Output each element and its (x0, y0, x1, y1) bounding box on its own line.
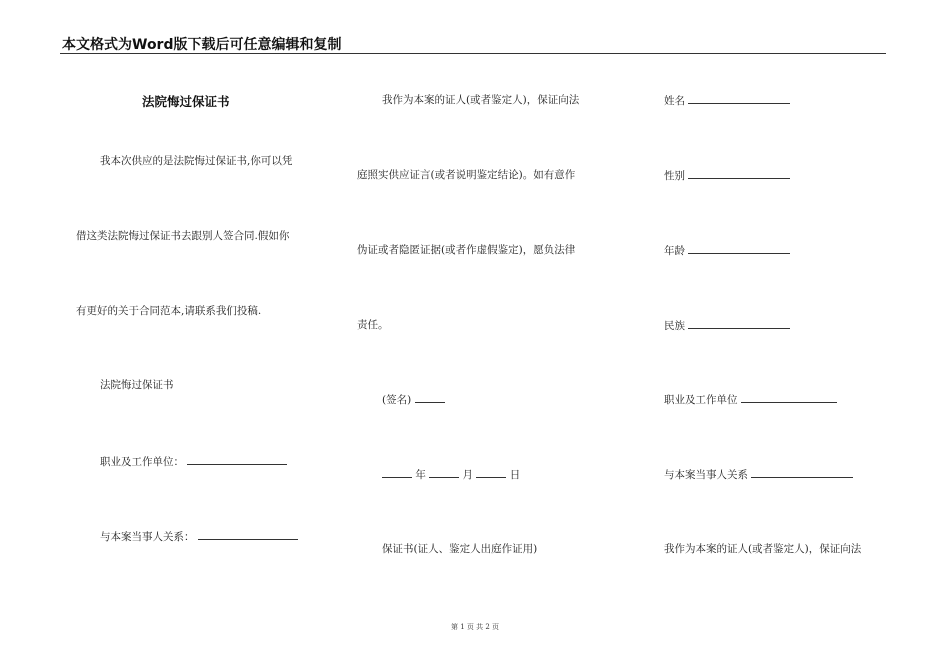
ethnicity-field (664, 318, 790, 333)
relation-field (100, 529, 298, 544)
day-label: 日 (509, 469, 521, 481)
gender-label: 性别 (664, 170, 685, 182)
name-field (664, 93, 790, 108)
pledge-line-repeat: 我作为本案的证人(或者鉴定人)，保证向法 (664, 543, 862, 555)
pledge-line-4: 责任。 (357, 319, 389, 331)
signature-field (382, 392, 445, 407)
relation-blank-2 (751, 467, 853, 478)
gender-field (664, 168, 790, 183)
pledge-line-2: 庭照实供应证言(或者说明鉴定结论)。如有意作 (357, 169, 576, 181)
employer-label: 职业及工作单位： (100, 456, 184, 468)
section-subtitle: 法院悔过保证书 (100, 379, 174, 391)
page-number: 第 1 页 共 2 页 (450, 623, 500, 631)
month-blank (429, 467, 459, 478)
age-field (664, 243, 790, 258)
employer-field-2 (664, 392, 837, 407)
employer-blank (187, 454, 287, 465)
employer-label-2: 职业及工作单位 (664, 394, 738, 406)
signature-blank (415, 392, 445, 403)
document-title: 法院悔过保证书 (142, 94, 230, 109)
relation-field-2 (664, 467, 853, 482)
pledge-line-3: 伪证或者隐匿证据(或者作虚假鉴定)，愿负法律 (357, 244, 576, 256)
form-title: 保证书(证人、鉴定人出庭作证用) (382, 543, 538, 555)
age-blank (688, 243, 790, 254)
relation-label-2: 与本案当事人关系 (664, 469, 748, 481)
signature-label: (签名) (382, 394, 412, 406)
intro-line-1: 我本次供应的是法院悔过保证书,你可以凭 (100, 155, 293, 167)
employer-blank-2 (741, 392, 837, 403)
employer-field (100, 454, 287, 469)
pledge-line-1: 我作为本案的证人(或者鉴定人)，保证向法 (382, 94, 580, 106)
intro-line-3: 有更好的关于合同范本,请联系我们投稿. (76, 305, 262, 317)
document-banner: 本文格式为Word版下载后可任意编辑和复制 (62, 37, 342, 53)
intro-line-2: 借这类法院悔过保证书去跟别人签合同.假如你 (76, 230, 290, 242)
relation-blank (198, 529, 298, 540)
ethnicity-label: 民族 (664, 320, 685, 332)
header-divider (60, 53, 886, 54)
name-blank (688, 93, 790, 104)
gender-blank (688, 168, 790, 179)
year-blank (382, 467, 412, 478)
month-label: 月 (462, 469, 474, 481)
age-label: 年龄 (664, 245, 685, 257)
date-field (382, 467, 520, 482)
day-blank (476, 467, 506, 478)
year-label: 年 (415, 469, 426, 481)
name-label: 姓名 (664, 95, 685, 107)
relation-label: 与本案当事人关系： (100, 531, 195, 543)
ethnicity-blank (688, 318, 790, 329)
